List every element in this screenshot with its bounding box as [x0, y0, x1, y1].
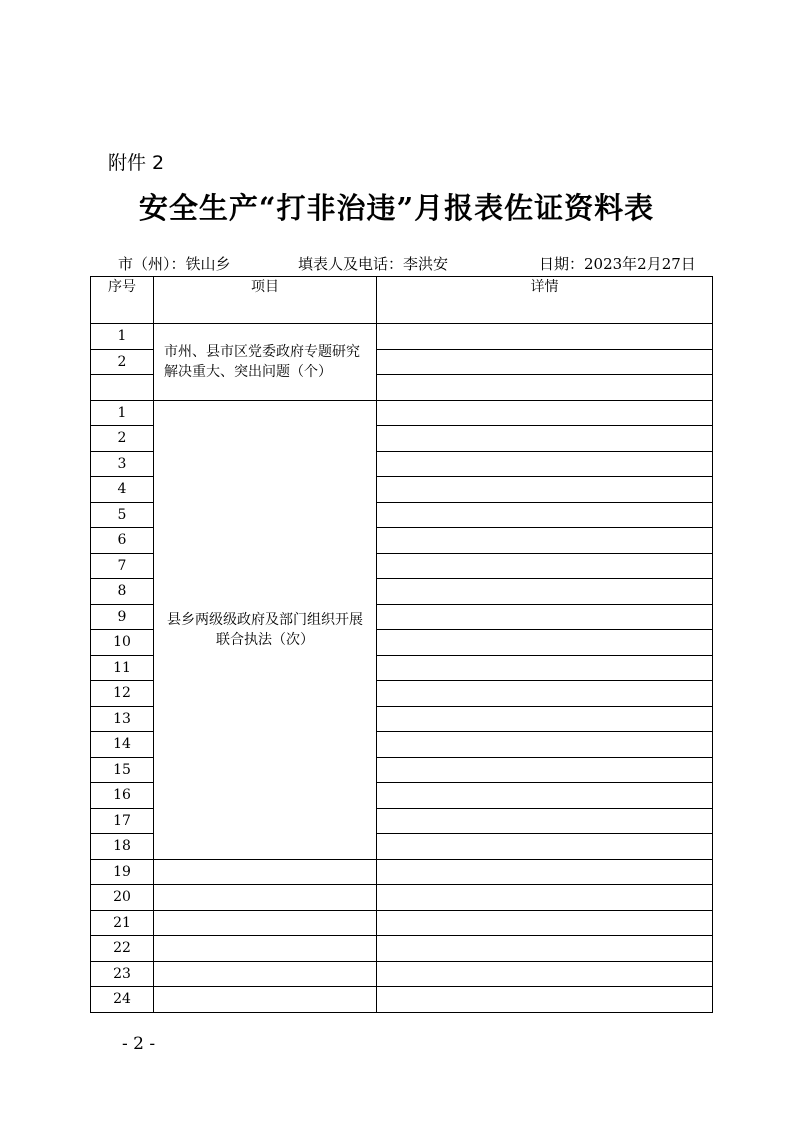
- row-number: 21: [91, 910, 154, 936]
- detail-cell[interactable]: [377, 732, 713, 758]
- detail-cell[interactable]: [377, 681, 713, 707]
- row-number: 8: [91, 579, 154, 605]
- document-title: 安全生产“打非治违”月报表佐证资料表: [138, 191, 655, 225]
- table-row: [91, 987, 713, 1013]
- header-item: [154, 277, 377, 324]
- detail-cell[interactable]: [377, 655, 713, 681]
- row-number: 18: [91, 834, 154, 860]
- detail-cell[interactable]: [377, 375, 713, 401]
- table-row: [91, 910, 713, 936]
- detail-cell[interactable]: [377, 502, 713, 528]
- detail-cell[interactable]: [377, 961, 713, 987]
- row-number: 13: [91, 706, 154, 732]
- row-number: 9: [91, 604, 154, 630]
- detail-cell[interactable]: [377, 834, 713, 860]
- row-number: 20: [91, 885, 154, 911]
- row-number: 6: [91, 528, 154, 554]
- header-item-label: 项目: [251, 279, 279, 295]
- header-detail: 详情: [377, 277, 713, 324]
- table-row: [91, 859, 713, 885]
- table-row: [91, 324, 713, 350]
- detail-cell[interactable]: [377, 451, 713, 477]
- evidence-table: [90, 276, 713, 1013]
- detail-cell[interactable]: [377, 579, 713, 605]
- detail-cell[interactable]: [377, 477, 713, 503]
- row-number: 17: [91, 808, 154, 834]
- header-seq: 序号: [91, 277, 154, 324]
- filler-field: 填表人及电话：李洪安: [298, 255, 449, 273]
- detail-cell[interactable]: [377, 630, 713, 656]
- row-number: 1: [91, 400, 154, 426]
- row-number: 22: [91, 936, 154, 962]
- item-cell-empty[interactable]: [154, 936, 377, 962]
- city-field: 市（州）：铁山乡: [118, 255, 231, 273]
- detail-cell[interactable]: [377, 528, 713, 554]
- row-number: 4: [91, 477, 154, 503]
- row-number: 3: [91, 451, 154, 477]
- item-cell-party-gov-topics: 市州、县市区党委政府专题研究解决重大、突出问题（个）: [154, 324, 377, 401]
- attachment-label: 附件 2: [108, 152, 165, 174]
- detail-cell[interactable]: [377, 859, 713, 885]
- detail-cell[interactable]: [377, 987, 713, 1013]
- detail-cell[interactable]: [377, 553, 713, 579]
- table-row: [91, 885, 713, 911]
- item-cell-empty[interactable]: [154, 987, 377, 1013]
- row-number: 16: [91, 783, 154, 809]
- table-row: [91, 961, 713, 987]
- detail-cell[interactable]: [377, 783, 713, 809]
- row-number: 23: [91, 961, 154, 987]
- item-cell-empty[interactable]: [154, 961, 377, 987]
- table-header-row: [91, 277, 713, 324]
- detail-cell[interactable]: [377, 604, 713, 630]
- detail-cell[interactable]: [377, 426, 713, 452]
- detail-cell[interactable]: [377, 757, 713, 783]
- item-cell-joint-enforcement: 县乡两级级政府及部门组织开展联合执法（次）: [154, 400, 377, 859]
- date-field: 日期：2023年2月27日: [539, 255, 696, 273]
- item-cell-empty[interactable]: [154, 910, 377, 936]
- row-number: 11: [91, 655, 154, 681]
- detail-cell[interactable]: [377, 324, 713, 350]
- table-row: [91, 936, 713, 962]
- detail-cell[interactable]: [377, 808, 713, 834]
- detail-cell[interactable]: [377, 885, 713, 911]
- row-number: 2: [91, 426, 154, 452]
- detail-cell[interactable]: [377, 706, 713, 732]
- row-number: 14: [91, 732, 154, 758]
- page-number: - 2 -: [122, 1034, 156, 1054]
- table-body: [91, 324, 713, 1013]
- detail-cell[interactable]: [377, 910, 713, 936]
- detail-cell[interactable]: [377, 400, 713, 426]
- row-number: 1: [91, 324, 154, 350]
- row-number: [91, 375, 154, 401]
- item-cell-empty[interactable]: [154, 859, 377, 885]
- row-number: 24: [91, 987, 154, 1013]
- item-cell-empty[interactable]: [154, 885, 377, 911]
- row-number: 15: [91, 757, 154, 783]
- row-number: 2: [91, 349, 154, 375]
- detail-cell[interactable]: [377, 936, 713, 962]
- row-number: 5: [91, 502, 154, 528]
- table-row: [91, 400, 713, 426]
- row-number: 19: [91, 859, 154, 885]
- row-number: 7: [91, 553, 154, 579]
- row-number: 10: [91, 630, 154, 656]
- row-number: 12: [91, 681, 154, 707]
- detail-cell[interactable]: [377, 349, 713, 375]
